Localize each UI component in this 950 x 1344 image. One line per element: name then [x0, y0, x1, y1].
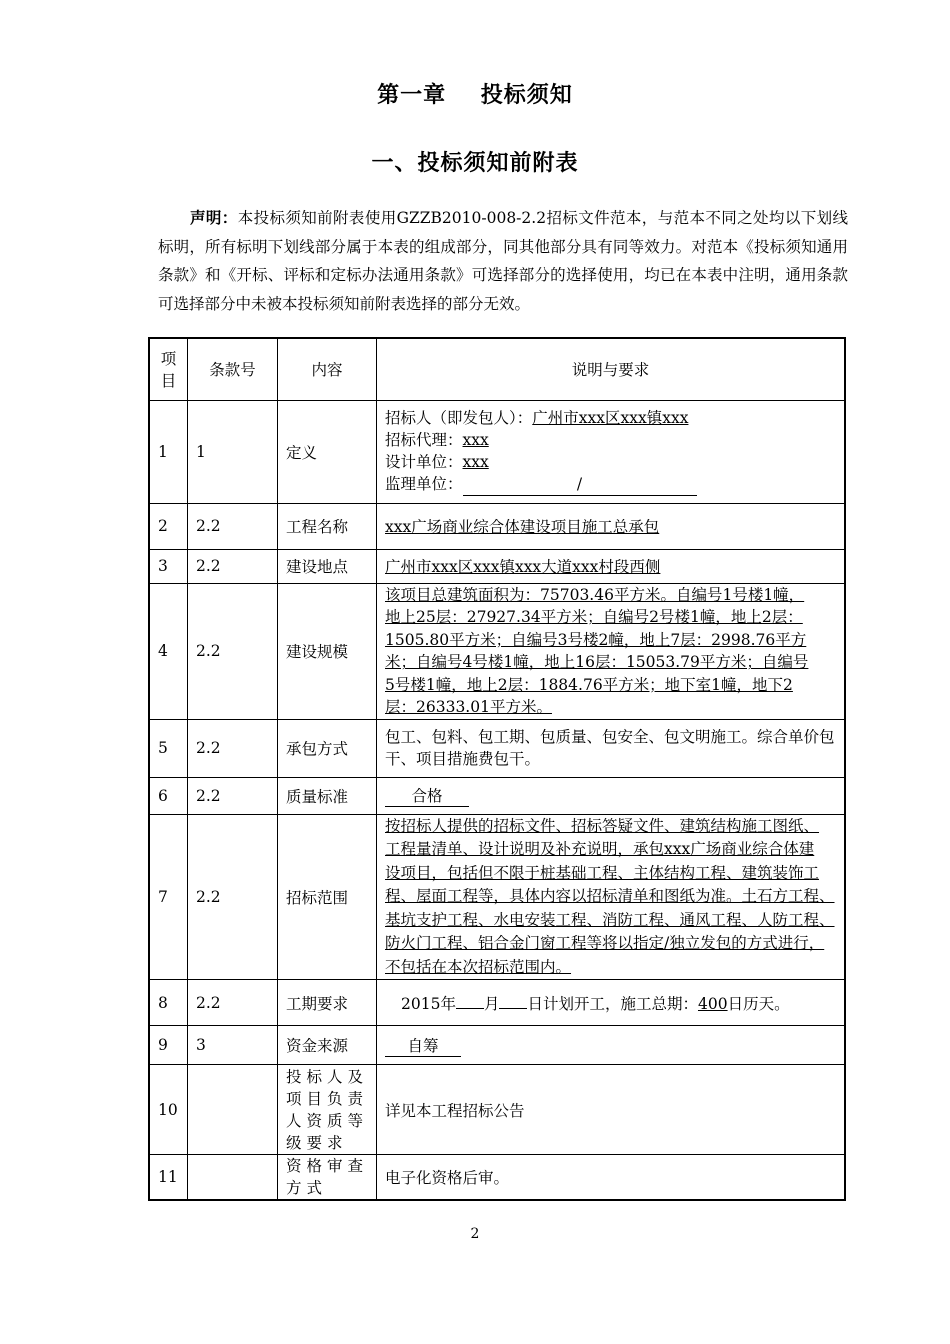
- table-row: [149, 549, 845, 583]
- scale-line: 该项目总建筑面积为：75703.46平方米。自编号1号楼1幢，: [385, 585, 805, 604]
- row-content: 建设地点: [278, 549, 377, 583]
- row-no: 2: [149, 503, 188, 549]
- row-no: 1: [149, 400, 188, 503]
- quality-standard: 合格: [385, 784, 469, 807]
- start-year: 2015年: [401, 994, 456, 1013]
- annex-table: [148, 337, 846, 1201]
- tenderer-label: 招标人（即发包人）：: [385, 409, 533, 427]
- chapter-title: 第一章 投标须知: [377, 82, 573, 108]
- month-unit: 月: [483, 994, 500, 1013]
- row-clause: 2.2: [188, 980, 278, 1026]
- row-no: 8: [149, 980, 188, 1026]
- scope-line: 按招标人提供的招标文件、招标答疑文件、建筑结构施工图纸、: [385, 816, 820, 835]
- table-row: [149, 503, 845, 549]
- table-row: [149, 777, 845, 814]
- designer-line: [385, 451, 836, 473]
- designer-value: xxx: [462, 453, 489, 471]
- row-clause: 2.2: [188, 719, 278, 777]
- scope-line: 设项目，包括但不限于桩基础工程、主体结构工程、建筑装饰工: [385, 863, 820, 882]
- row-clause: [188, 1065, 278, 1155]
- row-clause: 2.2: [188, 549, 278, 583]
- table-row: [149, 400, 845, 503]
- agent-line: [385, 429, 836, 451]
- start-day-blank: [499, 1008, 527, 1009]
- row-no: 7: [149, 814, 188, 980]
- project-name: xxx广场商业综合体建设项目施工总承包: [385, 518, 660, 536]
- statement-text: 本投标须知前附表使用GZZB2010-008-2.2招标文件范本，与范本不同之处均以下划线标明，所有标明下划线部分属于本表的组成部分，同其他部分具有同等效力。对范本《投标须知通用条款》和《开标、评标和定标办法通用条款》可选择部分的选择使用，均已在本表中注明，通用条款可选择部分中未被本投标须知前附表选择的部分无效。: [158, 209, 848, 313]
- row-no: 5: [149, 719, 188, 777]
- designer-label: 设计单位：: [385, 453, 463, 471]
- section-title: 一、投标须知前附表: [371, 150, 579, 176]
- header-clause: 条款号: [188, 338, 278, 400]
- header-requirement: 说明与要求: [377, 338, 846, 400]
- header-no: 项目: [149, 338, 188, 400]
- row-content: 招标范围: [278, 814, 377, 980]
- row-content: 定义: [278, 400, 377, 503]
- row-requirement: [377, 980, 846, 1026]
- row-clause: 2.2: [188, 777, 278, 814]
- row-no: 6: [149, 777, 188, 814]
- row-content: 资格审查方式: [278, 1155, 377, 1201]
- table-row: [149, 1155, 845, 1201]
- row-content: 建设规模: [278, 583, 377, 719]
- contract-method: 包工、包料、包工期、包质量、包安全、包文明施工。综合单价包干、项目措施费包干。: [377, 719, 846, 777]
- days-unit: 日历天。: [727, 994, 790, 1013]
- table-row: [149, 980, 845, 1026]
- scale-line: 米；自编号4号楼1幢，地上16层：15053.79平方米；自编号: [385, 653, 809, 671]
- scope-line: 工程量清单、设计说明及补充说明，承包xxx广场商业综合体建: [385, 840, 815, 858]
- row-no: 3: [149, 549, 188, 583]
- row-content: 承包方式: [278, 719, 377, 777]
- start-month-blank: [456, 1008, 484, 1009]
- funding-source: 自筹: [385, 1034, 461, 1057]
- row-clause: 2.2: [188, 503, 278, 549]
- statement-indent: [158, 209, 190, 227]
- row-requirement: [377, 400, 846, 503]
- supervisor-line: [385, 473, 836, 496]
- scope-line: 程、屋面工程等，具体内容以招标清单和图纸为准。土石方工程、: [385, 887, 835, 905]
- scale-line: 层：26333.01平方米。: [385, 698, 552, 716]
- row-clause: 3: [188, 1026, 278, 1065]
- row-requirement: [377, 777, 846, 814]
- supervisor-label: 监理单位：: [385, 475, 463, 493]
- scope-line: 防火门工程、铝合金门窗工程等将以指定/独立发包的方式进行，: [385, 934, 825, 952]
- supervisor-value: /: [463, 473, 697, 496]
- row-content: 投标人及项目负责人资质等级要求: [278, 1065, 377, 1155]
- review-method: 电子化资格后审。: [377, 1155, 846, 1201]
- scale-line: 5号楼1幢，地上2层：1884.76平方米；地下室1幢，地下2: [385, 675, 793, 694]
- table-row: [149, 1065, 845, 1155]
- agent-value: xxx: [462, 431, 489, 449]
- qualification-requirement: 详见本工程招标公告: [377, 1065, 846, 1155]
- header-content: 内容: [278, 338, 377, 400]
- agent-label: 招标代理：: [385, 431, 463, 449]
- row-requirement: [377, 583, 846, 719]
- table-row: [149, 583, 845, 719]
- duration-days: 400: [697, 994, 728, 1013]
- row-requirement: [377, 814, 846, 980]
- row-clause: 2.2: [188, 583, 278, 719]
- tenderer-line: [385, 407, 836, 429]
- row-content: 工期要求: [278, 980, 377, 1026]
- row-no: 10: [149, 1065, 188, 1155]
- row-no: 11: [149, 1155, 188, 1201]
- row-clause: [188, 1155, 278, 1201]
- table-header-row: [149, 338, 845, 400]
- table-row: [149, 814, 845, 980]
- statement-paragraph: [158, 204, 848, 318]
- scope-line: 不包括在本次招标范围内。: [385, 957, 572, 976]
- row-clause: 1: [188, 400, 278, 503]
- row-requirement: [377, 549, 846, 583]
- table-row: [149, 1026, 845, 1065]
- row-content: 质量标准: [278, 777, 377, 814]
- project-location: 广州市xxx区xxx镇xxx大道xxx村段西侧: [385, 558, 661, 576]
- row-requirement: [377, 1026, 846, 1065]
- tenderer-value: 广州市xxx区xxx镇xxx: [532, 409, 689, 427]
- row-content: 资金来源: [278, 1026, 377, 1065]
- row-no: 4: [149, 583, 188, 719]
- page-number: 2: [470, 1226, 480, 1242]
- row-requirement: [377, 503, 846, 549]
- scale-line: 地上25层：27927.34平方米；自编号2号楼1幢，地上2层：: [385, 608, 803, 626]
- row-no: 9: [149, 1026, 188, 1065]
- statement-label: 声明：: [190, 208, 238, 227]
- table-row: [149, 719, 845, 777]
- row-content: 工程名称: [278, 503, 377, 549]
- scope-line: 基坑支护工程、水电安装工程、消防工程、通风工程、人防工程、: [385, 910, 835, 929]
- scale-line: 1505.80平方米；自编号3号楼2幢，地上7层：2998.76平方: [385, 630, 807, 649]
- duration-text: 日计划开工，施工总期：: [527, 994, 698, 1013]
- row-clause: 2.2: [188, 814, 278, 980]
